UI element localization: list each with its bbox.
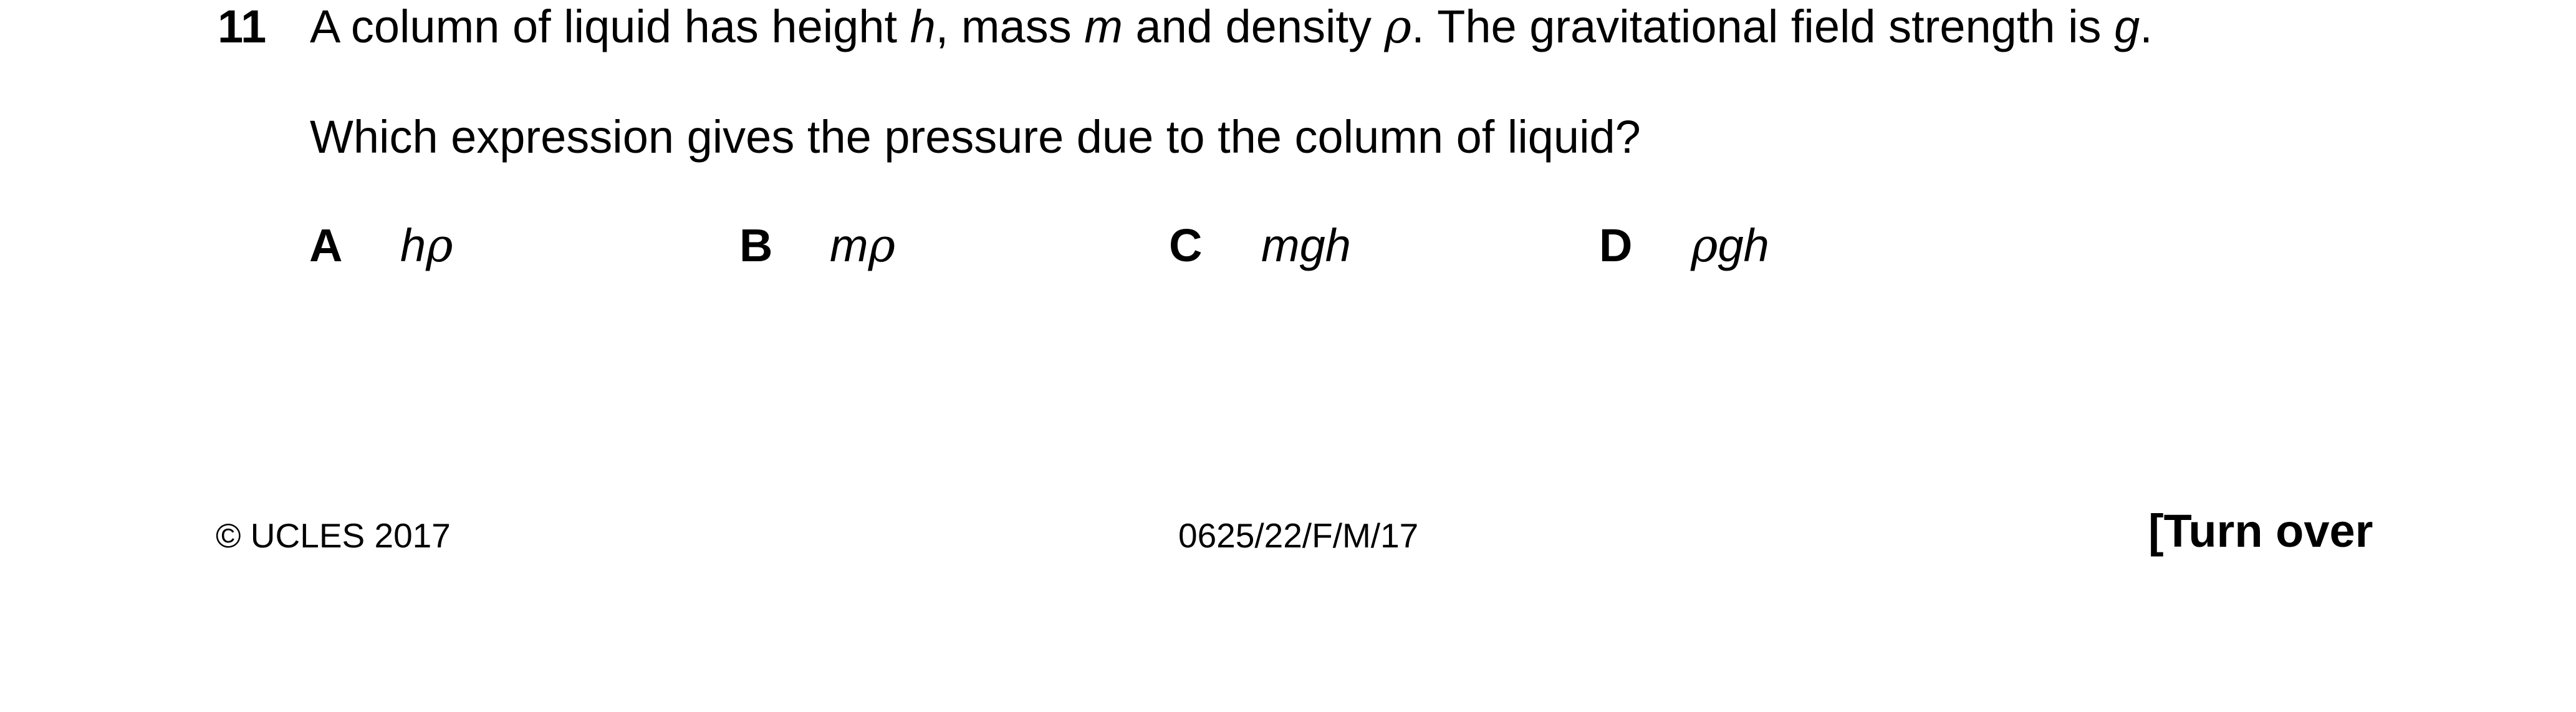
variable-h: h (910, 1, 936, 52)
option-c-part-1: mgh (1261, 219, 1351, 271)
variable-m: m (1084, 1, 1123, 52)
option-b-part-2: ρ (868, 219, 896, 272)
stem-text-1: A column of liquid has height (310, 1, 910, 52)
option-d-letter[interactable]: D (1599, 219, 1633, 271)
option-a-letter[interactable]: A (309, 219, 343, 271)
stem-text-2: , mass (935, 1, 1085, 52)
stem-text-4: . The gravitational field strength is (1411, 1, 2115, 52)
variable-g: g (2114, 1, 2140, 52)
option-d-part-1: ρ (1691, 219, 1718, 272)
footer-paper-code: 0625/22/F/M/17 (1178, 516, 1419, 555)
option-d-part-2: gh (1718, 219, 1769, 271)
question-prompt: Which expression gives the pressure due to the column of liquid? (310, 111, 1641, 163)
footer-copyright: © UCLES 2017 (216, 516, 451, 555)
question-stem (310, 0, 2153, 54)
option-a-expression[interactable] (400, 219, 453, 272)
option-d-expression[interactable] (1691, 219, 1769, 272)
stem-text-3: and density (1122, 1, 1385, 52)
variable-rho: ρ (1384, 0, 1412, 54)
option-a-part-2: ρ (426, 219, 453, 272)
option-c-expression[interactable] (1261, 219, 1351, 271)
option-c-letter[interactable]: C (1169, 219, 1203, 271)
question-number: 11 (218, 1, 267, 52)
option-a-part-1: h (400, 219, 426, 271)
option-b-part-1: m (830, 219, 868, 271)
option-b-letter[interactable]: B (739, 219, 773, 271)
option-b-expression[interactable] (830, 219, 896, 272)
stem-text-5: . (2140, 1, 2153, 52)
footer-turn-over: [Turn over (2148, 505, 2373, 557)
